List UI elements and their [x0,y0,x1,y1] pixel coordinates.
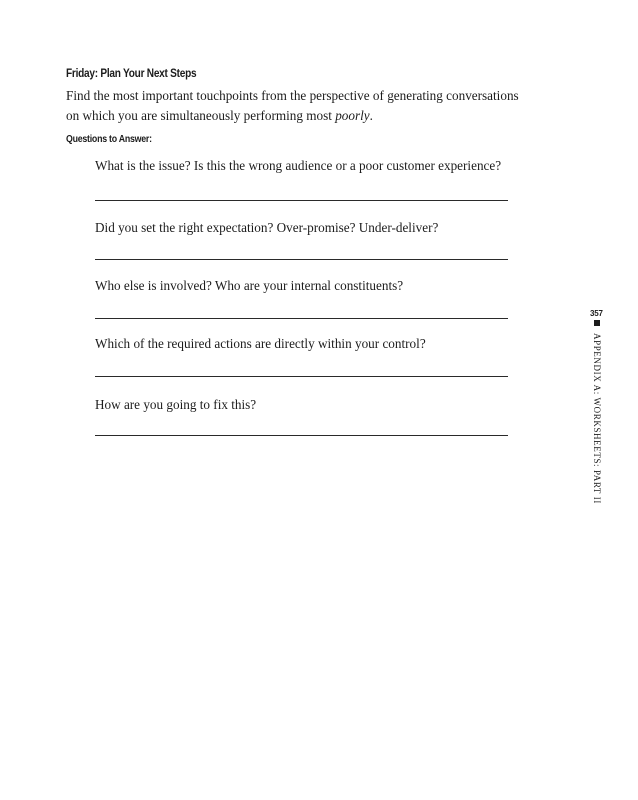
answer-line-4[interactable] [95,376,508,377]
question-5: How are you going to fix this? [95,397,257,412]
answer-line-1[interactable] [95,200,508,201]
intro-text: Find the most important touchpoints from the perspective of generating conversations on which you are simultaneously performing most [66,88,519,123]
intro-period: . [369,108,373,123]
square-icon [594,320,600,326]
question-2: Did you set the right expectation? Over-promise? Under-deliver? [95,220,439,235]
questions-subheading: Questions to Answer: [66,133,152,145]
answer-line-5[interactable] [95,435,508,436]
running-head-text: APPENDIX A: WORKSHEETS: PART II [592,333,602,504]
page-number: 357 [590,309,603,318]
intro-paragraph [66,86,526,126]
intro-emphasis: poorly [335,108,370,123]
question-3: Who else is involved? Who are your internal constituents? [95,278,404,293]
question-1: What is the issue? Is this the wrong audience or a poor customer experience? [95,158,502,173]
running-head [592,320,602,504]
answer-line-3[interactable] [95,318,508,319]
section-heading: Friday: Plan Your Next Steps [66,66,197,80]
answer-line-2[interactable] [95,259,508,260]
question-4: Which of the required actions are directly within your control? [95,336,426,351]
